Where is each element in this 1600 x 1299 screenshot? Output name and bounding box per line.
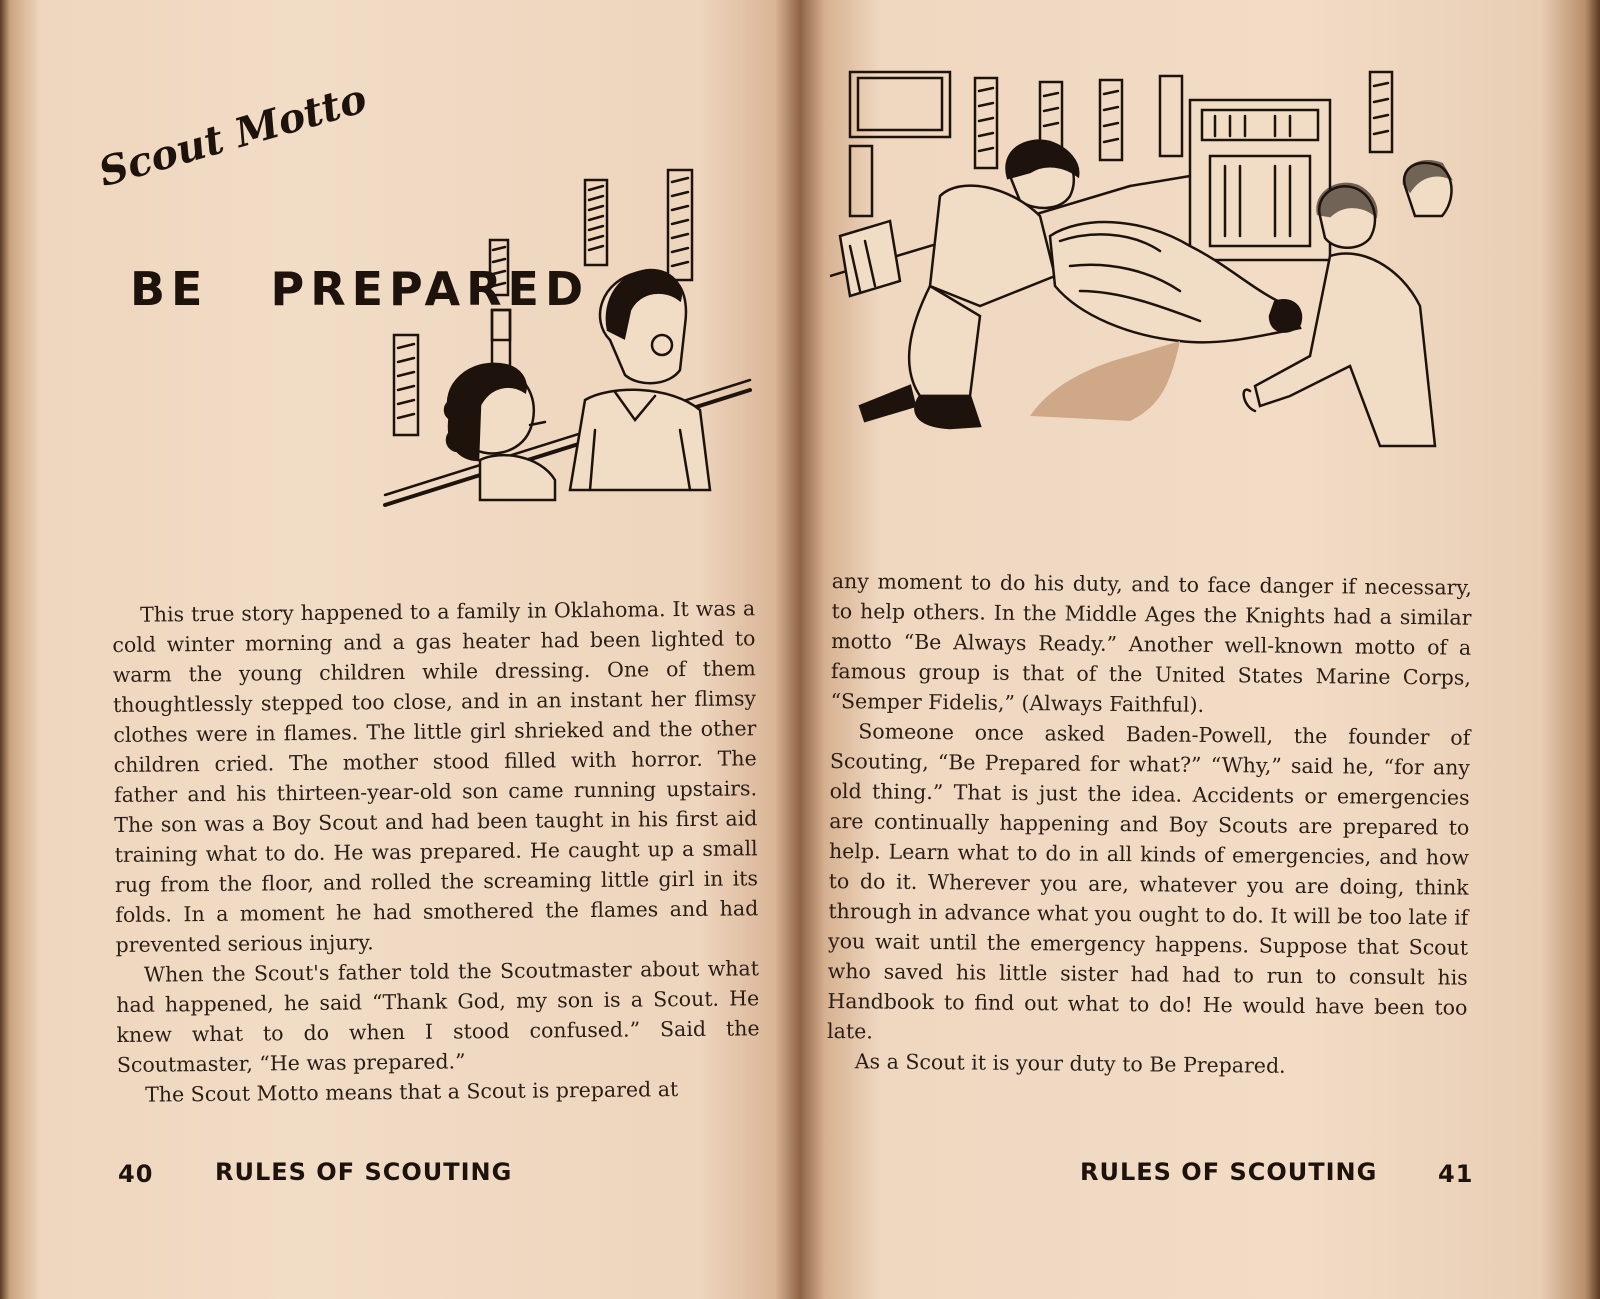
paragraph: This true story happened to a family in Oklahoma. It was a cold winter morning and a gas heater had been lighted to warm the young children while dressing. One of them thoughtlessly stepped too close, and in an instant her flimsy clothes were in flames. The little girl shrieked and the other children cried. The mother stood filled with horror. The father and his thirteen-year-old son came running upstairs. The son was a Boy Scout and had been taught in his first aid training what to do. He was prepared. He caught up a small rug from the floor, and rolled the screaming little girl in its folds. In a moment he had smothered the flames and had prevented serious injury. — [112, 596, 759, 957]
motto-word-be: BE — [130, 262, 209, 316]
page-number: 41 — [1438, 1160, 1474, 1188]
paragraph: Someone once asked Baden-Powell, the founder of Scouting, “Be Prepared for what?” “Why,” said he, “for any old thing.” That is just the idea. Accidents or emergencies are continually happening and Boy Scouts are prepared to help. Learn what to do in all kinds of emergencies, and how to do it. Wherever you are, whatever you are doing, think through in advance what you ought to do. It will be too late if you wait until the emergency happens. Suppose that Scout who saved his little sister had had to run to consult his Handbook to find out what to do! He would have been too late. — [827, 719, 1471, 1044]
scout-motto-heading: Scout Motto — [93, 74, 372, 197]
paragraph: The Scout Motto means that a Scout is prepared at — [145, 1077, 679, 1107]
father-figure — [570, 270, 710, 490]
left-page-body — [112, 593, 760, 1110]
paragraph: As a Scout it is your duty to Be Prepared. — [854, 1049, 1286, 1078]
running-title: RULES OF SCOUTING — [215, 1158, 513, 1186]
rescue-illustration — [830, 66, 1470, 456]
page-number: 40 — [118, 1160, 154, 1188]
paragraph: any moment to do his duty, and to face danger if necessary, to help others. In the Middle Ages the Knights had a similar motto “Be Always Ready.” Another well-known motto of a famous group is that of the United States Marine Corps, “Semper Fidelis,” (Always Faithful). — [830, 568, 1472, 717]
radio-cabinet — [1190, 100, 1330, 260]
running-title: RULES OF SCOUTING — [1080, 1158, 1378, 1186]
motto-word-prepared: PREPARED — [270, 262, 590, 316]
heater — [840, 221, 900, 296]
right-page-body — [827, 566, 1472, 1083]
parents-illustration — [380, 160, 760, 520]
paragraph: When the Scout's father told the Scoutmaster about what had happened, he said “Thank God, my son is a Scout. He knew what to do when I stood confused.” Said the Scoutmaster, “He was prepared.” — [116, 956, 760, 1077]
